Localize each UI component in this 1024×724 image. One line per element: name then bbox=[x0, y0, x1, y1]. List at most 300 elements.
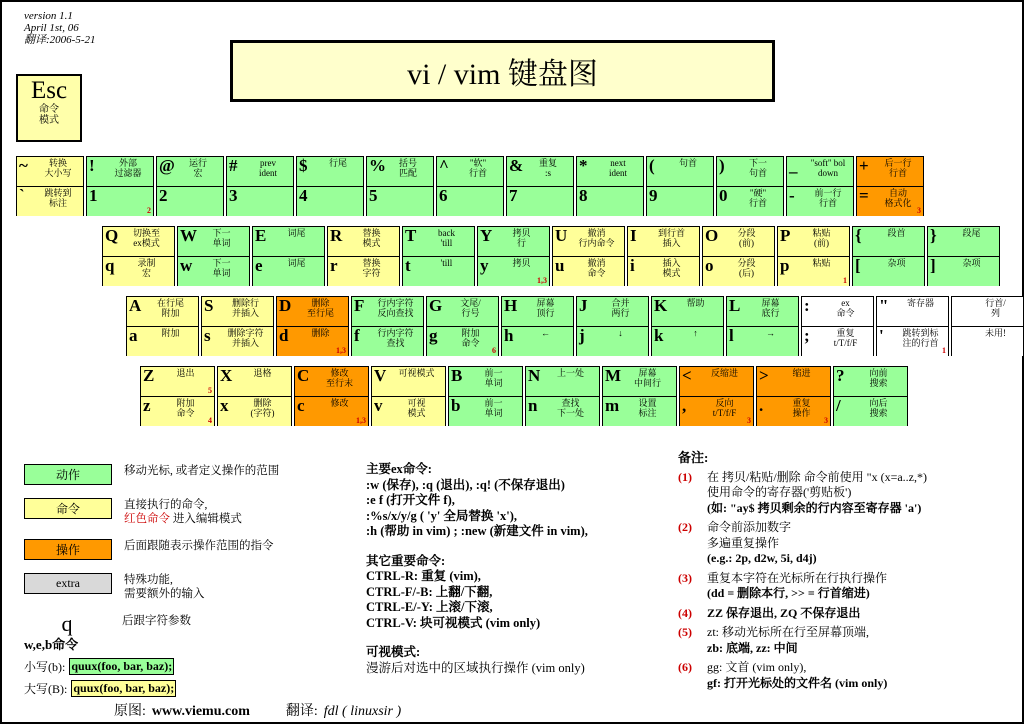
key-a-k[interactable] bbox=[651, 296, 724, 356]
key-number-5[interactable] bbox=[366, 156, 434, 216]
key-desc: 杂项 bbox=[887, 258, 906, 268]
note-line: zt: 移动光标所在行至屏幕顶端, bbox=[707, 625, 869, 639]
notes-heading: 备注: bbox=[678, 450, 709, 465]
key-glyph: 0 bbox=[719, 187, 728, 205]
note-line: gf: 打开光标处的文件名 (vim only) bbox=[707, 675, 888, 690]
key-superscript: 1 bbox=[942, 346, 946, 355]
key-number-7[interactable] bbox=[506, 156, 574, 216]
key-superscript: 1 bbox=[843, 276, 847, 285]
key-half bbox=[297, 187, 363, 216]
key-glyph: U bbox=[555, 227, 568, 245]
ex-lines2 bbox=[366, 569, 666, 631]
legend-row bbox=[24, 539, 354, 560]
key-desc: 附加 bbox=[161, 328, 180, 338]
key-desc: 向后 搜索 bbox=[869, 398, 888, 418]
key-glyph: F bbox=[354, 297, 365, 315]
key-glyph: . bbox=[759, 397, 764, 415]
legend-text: 直接执行的命令, 红色命令 进入编辑模式 bbox=[124, 499, 242, 525]
key-half bbox=[478, 227, 549, 257]
key-a-f[interactable] bbox=[351, 296, 424, 356]
key-number-`[interactable] bbox=[16, 156, 84, 216]
legend-swatch: q bbox=[24, 614, 110, 633]
key-superscript: 3 bbox=[917, 206, 921, 215]
key-q-t[interactable] bbox=[402, 226, 475, 286]
key-half bbox=[328, 227, 399, 257]
key-glyph: , bbox=[682, 397, 687, 415]
legend-text: 特殊功能, 需要额外的输入 bbox=[124, 574, 205, 600]
key-z-m[interactable] bbox=[602, 366, 677, 426]
notes-list bbox=[678, 470, 1018, 692]
key-desc: ← bbox=[541, 328, 550, 338]
key-q-e[interactable] bbox=[252, 226, 325, 286]
key-half bbox=[157, 157, 223, 187]
note-body bbox=[707, 520, 817, 567]
key-desc: 前一行 行首 bbox=[814, 188, 842, 208]
key-number-6[interactable] bbox=[436, 156, 504, 216]
key-z-z[interactable] bbox=[140, 366, 215, 426]
key-half bbox=[647, 187, 713, 216]
key-half bbox=[647, 157, 713, 187]
title-text: vi / vim 键盘图 bbox=[407, 58, 598, 91]
note-number: (4) bbox=[678, 605, 692, 620]
key-half bbox=[787, 157, 853, 187]
key-half bbox=[553, 227, 624, 257]
key-half bbox=[727, 297, 798, 327]
key-half bbox=[928, 257, 999, 286]
key-half bbox=[227, 187, 293, 216]
key-glyph: ) bbox=[719, 157, 725, 175]
key-desc: 屏幕 中间行 bbox=[633, 368, 661, 388]
key-desc: 在行尾 附加 bbox=[156, 298, 184, 318]
key-desc: 拷贝 bbox=[512, 258, 531, 268]
key-q-p[interactable] bbox=[777, 226, 850, 286]
key-desc: 屏幕 顶行 bbox=[536, 298, 555, 318]
ex-line: CTRL-F/-B: 上翻/下翻, bbox=[366, 584, 493, 599]
key-half bbox=[352, 327, 423, 356]
key-desc: 行尾 bbox=[328, 158, 347, 168]
key-superscript: 2 bbox=[147, 206, 151, 215]
key-half bbox=[253, 257, 324, 286]
key-desc: next ident bbox=[609, 158, 627, 178]
key-desc: 转换 大小写 bbox=[44, 158, 72, 178]
ex-line: CTRL-E/-Y: 上滚/下滚, bbox=[366, 600, 493, 614]
note-number: (3) bbox=[678, 570, 692, 585]
key-half bbox=[757, 397, 830, 426]
key-q-][interactable] bbox=[927, 226, 1000, 286]
key-desc: 重复 :s bbox=[538, 158, 557, 178]
key-desc: 替换 模式 bbox=[362, 228, 381, 248]
legend-swatch: 动作 bbox=[24, 464, 112, 485]
note-line: 多遍重复操作 bbox=[707, 535, 780, 550]
legend-row bbox=[24, 498, 354, 526]
key-desc: 插入 模式 bbox=[662, 258, 681, 278]
key-q-r[interactable] bbox=[327, 226, 400, 286]
key-glyph: S bbox=[204, 297, 214, 315]
key-desc: 可视 模式 bbox=[407, 398, 426, 418]
key-half bbox=[352, 297, 423, 327]
key-glyph: # bbox=[229, 157, 238, 175]
key-glyph: s bbox=[204, 327, 211, 345]
key-glyph: ; bbox=[804, 327, 810, 345]
note-line: 在 拷贝/粘贴/删除 命令前使用 "x (x=a..z,*) bbox=[707, 469, 927, 484]
key-desc: 拷贝 行 bbox=[512, 228, 531, 248]
key-desc: 后一行 行首 bbox=[884, 158, 912, 178]
key-half bbox=[218, 397, 291, 426]
key-half bbox=[297, 157, 363, 187]
key-glyph: 2 bbox=[159, 187, 168, 205]
key-glyph: e bbox=[255, 257, 263, 275]
key-a-11[interactable] bbox=[951, 296, 1024, 356]
key-glyph: c bbox=[297, 397, 305, 415]
key-glyph: [ bbox=[855, 257, 861, 275]
version-line: version 1.1 bbox=[24, 10, 73, 22]
key-half bbox=[507, 187, 573, 216]
key-glyph: y bbox=[480, 257, 489, 275]
key-z-b[interactable] bbox=[448, 366, 523, 426]
key-half bbox=[577, 187, 643, 216]
note-number: (1) bbox=[678, 469, 692, 484]
key-desc: 删除字符 并插入 bbox=[227, 328, 264, 348]
key-number-4[interactable] bbox=[296, 156, 364, 216]
key-half bbox=[853, 227, 924, 257]
key-q-i[interactable] bbox=[627, 226, 700, 286]
ex-heading3: 可视模式: bbox=[366, 645, 421, 659]
web-line-lower-label: 小写(b): bbox=[24, 660, 66, 674]
key-q-o[interactable] bbox=[702, 226, 775, 286]
key-glyph: 4 bbox=[299, 187, 308, 205]
ex-commands bbox=[366, 462, 666, 676]
key-desc: 跳转到 标注 bbox=[44, 188, 72, 208]
key-half bbox=[427, 327, 498, 356]
key-half bbox=[857, 187, 923, 216]
key-half bbox=[603, 397, 676, 426]
key-number--[interactable] bbox=[786, 156, 854, 216]
key-superscript: 5 bbox=[208, 386, 212, 395]
key-half bbox=[178, 257, 249, 286]
key-glyph: Z bbox=[143, 367, 155, 385]
note-line: (dd = 删除本行, >> = 行首缩进) bbox=[707, 586, 870, 600]
key-half bbox=[328, 257, 399, 286]
key-glyph: ! bbox=[89, 157, 95, 175]
key-number-0[interactable] bbox=[716, 156, 784, 216]
key-desc: 行内字符 反向查找 bbox=[377, 298, 414, 318]
translated-line: 翻译:2006-5-21 bbox=[24, 34, 96, 46]
key-half bbox=[577, 297, 648, 327]
key-q-[[interactable] bbox=[852, 226, 925, 286]
key-half bbox=[577, 327, 648, 356]
key-glyph: q bbox=[105, 257, 115, 275]
key-z-n[interactable] bbox=[525, 366, 600, 426]
key-desc: 行首/ 列 bbox=[985, 298, 1006, 318]
note-item bbox=[678, 571, 1018, 602]
key-desc: 查找 下一处 bbox=[556, 398, 584, 418]
legend-row bbox=[24, 464, 354, 485]
key-desc: 段首 bbox=[887, 228, 906, 238]
key-desc: 下一 单词 bbox=[212, 258, 231, 278]
key-desc: 下一 单词 bbox=[212, 228, 231, 248]
key-half bbox=[757, 367, 830, 397]
key-half bbox=[449, 397, 522, 426]
key-desc: 段尾 bbox=[962, 228, 981, 238]
key-half bbox=[87, 187, 153, 216]
key-z-,[interactable] bbox=[679, 366, 754, 426]
key-glyph: 7 bbox=[509, 187, 518, 205]
key-half bbox=[218, 367, 291, 397]
key-number-=[interactable] bbox=[856, 156, 924, 216]
note-body bbox=[707, 625, 869, 656]
key-desc: ↑ bbox=[693, 328, 698, 338]
key-a-;[interactable] bbox=[801, 296, 874, 356]
key-glyph: b bbox=[451, 397, 461, 415]
key-half bbox=[178, 227, 249, 257]
key-half bbox=[778, 257, 849, 286]
key-glyph: = bbox=[859, 187, 869, 205]
key-desc: 自动 格式化 bbox=[884, 188, 912, 208]
key-glyph: 5 bbox=[369, 187, 378, 205]
note-line: gg: 文首 (vim only), bbox=[707, 660, 807, 674]
key-desc: 括号 匹配 bbox=[398, 158, 417, 178]
note-item bbox=[678, 520, 1018, 567]
date-line: April 1st, 06 bbox=[24, 22, 79, 34]
key-half bbox=[295, 397, 368, 426]
legend-row bbox=[24, 610, 354, 636]
key-half bbox=[834, 367, 907, 397]
key-desc: 向前 搜索 bbox=[869, 368, 888, 388]
key-glyph: R bbox=[330, 227, 343, 245]
key-z-v[interactable] bbox=[371, 366, 446, 426]
web-line-lower bbox=[24, 658, 354, 675]
key-half bbox=[628, 227, 699, 257]
key-desc: ↓ bbox=[618, 328, 623, 338]
key-glyph: f bbox=[354, 327, 360, 345]
legend bbox=[24, 464, 354, 646]
key-desc: 反缩进 bbox=[710, 368, 738, 378]
key-half bbox=[577, 157, 643, 187]
key-z-.[interactable] bbox=[756, 366, 831, 426]
key-glyph: ( bbox=[649, 157, 655, 175]
key-half bbox=[727, 327, 798, 356]
key-desc: 寄存器 bbox=[906, 298, 934, 308]
key-glyph: : bbox=[804, 297, 810, 315]
key-glyph: u bbox=[555, 257, 565, 275]
key-glyph: a bbox=[129, 327, 138, 345]
key-a-a[interactable] bbox=[126, 296, 199, 356]
key-a-h[interactable] bbox=[501, 296, 574, 356]
key-desc: 附加 命令 bbox=[176, 398, 195, 418]
key-a-l[interactable] bbox=[726, 296, 799, 356]
key-half bbox=[834, 397, 907, 426]
key-a-d[interactable] bbox=[276, 296, 349, 356]
footer-site[interactable]: www.viemu.com bbox=[151, 704, 250, 719]
key-half bbox=[502, 297, 573, 327]
key-half bbox=[227, 157, 293, 187]
key-glyph: z bbox=[143, 397, 151, 415]
key-glyph: ' bbox=[879, 327, 884, 345]
key-q-w[interactable] bbox=[177, 226, 250, 286]
esc-desc2: 模式 bbox=[39, 115, 59, 126]
key-desc: 退出 bbox=[176, 368, 195, 378]
key-desc: 跳转到标 注的行首 bbox=[902, 328, 939, 348]
key-superscript: 1,3 bbox=[537, 276, 547, 285]
key-desc: → bbox=[766, 328, 775, 338]
key-desc: 录制 宏 bbox=[137, 258, 156, 278]
key-z-c[interactable] bbox=[294, 366, 369, 426]
key-half bbox=[141, 367, 214, 397]
key-half bbox=[372, 397, 445, 426]
key-glyph: p bbox=[780, 257, 790, 275]
note-line: ZZ 保存退出, ZQ 不保存退出 bbox=[707, 605, 861, 620]
note-line: (如: "ay$ 拷贝剩余的行内容至寄存器 'a') bbox=[707, 500, 922, 515]
key-desc: 替换 字符 bbox=[362, 258, 381, 278]
key-half bbox=[703, 257, 774, 286]
key-half bbox=[17, 187, 83, 216]
key-z-x[interactable] bbox=[217, 366, 292, 426]
key-half bbox=[103, 227, 174, 257]
key-half bbox=[680, 367, 753, 397]
key-glyph: B bbox=[451, 367, 463, 385]
key-desc: 重复 t/T/f/F bbox=[833, 328, 858, 348]
key-superscript: 1,3 bbox=[356, 416, 366, 425]
key-desc: 到行首 插入 bbox=[657, 228, 685, 248]
key-half bbox=[652, 327, 723, 356]
key-desc: 帮助 bbox=[686, 298, 705, 308]
key-number-2[interactable] bbox=[156, 156, 224, 216]
ex-line: :%s/x/y/g ( 'y' 全局替换 'x'), bbox=[366, 508, 518, 523]
key-glyph: Y bbox=[480, 227, 493, 245]
key-glyph: 1 bbox=[89, 187, 98, 205]
key-glyph: & bbox=[509, 157, 524, 175]
web-line-upper bbox=[24, 680, 354, 697]
key-half bbox=[952, 327, 1023, 356]
web-line-upper-label: 大写(B): bbox=[24, 682, 68, 696]
key-glyph: T bbox=[405, 227, 417, 245]
key-glyph: g bbox=[429, 327, 438, 345]
key-desc: 附加 命令 bbox=[461, 328, 480, 348]
note-body bbox=[707, 571, 887, 602]
key-number-1[interactable] bbox=[86, 156, 154, 216]
key-desc: 运行 宏 bbox=[188, 158, 207, 178]
legend-text-red: 红色命令 bbox=[124, 513, 170, 525]
key-half bbox=[877, 327, 948, 356]
key-desc: 修改 bbox=[330, 398, 349, 408]
key-desc: 合并 两行 bbox=[611, 298, 630, 318]
key-number-9[interactable] bbox=[646, 156, 714, 216]
key-half bbox=[437, 187, 503, 216]
key-z-/[interactable] bbox=[833, 366, 908, 426]
key-desc: 词尾 bbox=[287, 228, 306, 238]
key-desc: 删除 至行尾 bbox=[306, 298, 334, 318]
key-desc: 前一 单词 bbox=[484, 368, 503, 388]
footer bbox=[114, 700, 401, 720]
key-desc: 切换至 ex模式 bbox=[132, 228, 160, 248]
ex-line: 漫游后对选中的区域执行操作 (vim only) bbox=[366, 660, 585, 675]
key-desc: 退格 bbox=[253, 368, 272, 378]
key-a-s[interactable] bbox=[201, 296, 274, 356]
key-glyph: * bbox=[579, 157, 588, 175]
key-superscript: 6 bbox=[492, 346, 496, 355]
key-half bbox=[427, 297, 498, 327]
key-number-3[interactable] bbox=[226, 156, 294, 216]
key-glyph: j bbox=[579, 327, 585, 345]
key-glyph: > bbox=[759, 367, 769, 385]
key-half bbox=[127, 327, 198, 356]
esc-key bbox=[16, 74, 82, 142]
key-desc: 重复 操作 bbox=[792, 398, 811, 418]
key-number-8[interactable] bbox=[576, 156, 644, 216]
key-half bbox=[703, 227, 774, 257]
key-half bbox=[367, 187, 433, 216]
key-glyph: t bbox=[405, 257, 411, 275]
legend-swatch: 操作 bbox=[24, 539, 112, 560]
ex-lines3 bbox=[366, 661, 666, 677]
key-glyph: % bbox=[369, 157, 386, 175]
key-glyph: A bbox=[129, 297, 142, 315]
key-q-q[interactable] bbox=[102, 226, 175, 286]
footer-label: 原图: bbox=[114, 704, 146, 719]
key-desc: "软" 行首 bbox=[468, 158, 487, 178]
key-glyph: J bbox=[579, 297, 588, 315]
legend-swatch: 命令 bbox=[24, 498, 112, 519]
key-glyph: C bbox=[297, 367, 310, 385]
version-info bbox=[24, 10, 96, 46]
ex-line: CTRL-R: 重复 (vim), bbox=[366, 569, 481, 583]
legend-text: 后跟字符参数 bbox=[122, 615, 191, 627]
key-glyph: ? bbox=[836, 367, 845, 385]
key-glyph: ^ bbox=[439, 157, 449, 175]
key-half bbox=[141, 397, 214, 426]
key-half bbox=[857, 157, 923, 187]
key-glyph: ~ bbox=[19, 157, 28, 175]
key-half bbox=[157, 187, 223, 216]
key-desc: 删除行 并插入 bbox=[231, 298, 259, 318]
key-half bbox=[17, 157, 83, 187]
key-desc: 前一 单词 bbox=[484, 398, 503, 418]
key-glyph: _ bbox=[789, 157, 798, 175]
key-glyph: " bbox=[879, 297, 889, 315]
key-glyph: < bbox=[682, 367, 692, 385]
key-half bbox=[127, 297, 198, 327]
key-glyph: G bbox=[429, 297, 443, 315]
key-glyph: L bbox=[729, 297, 741, 315]
key-half bbox=[277, 327, 348, 356]
key-a-'[interactable] bbox=[876, 296, 949, 356]
key-desc: 删除 bbox=[311, 328, 330, 338]
ex-heading: 主要ex命令: bbox=[366, 462, 432, 476]
web-section bbox=[24, 634, 354, 697]
key-a-g[interactable] bbox=[426, 296, 499, 356]
key-q-y[interactable] bbox=[477, 226, 550, 286]
key-glyph: - bbox=[789, 187, 795, 205]
key-desc: 外部 过滤器 bbox=[114, 158, 142, 178]
key-half bbox=[87, 157, 153, 187]
key-desc: 反向 t/T/f/F bbox=[712, 398, 737, 418]
key-glyph: I bbox=[630, 227, 637, 245]
key-desc: 行内字符 查找 bbox=[377, 328, 414, 348]
key-desc: 撤消 命令 bbox=[587, 258, 606, 278]
key-half bbox=[507, 157, 573, 187]
key-half bbox=[478, 257, 549, 286]
key-desc: ex 命令 bbox=[836, 298, 855, 318]
key-a-j[interactable] bbox=[576, 296, 649, 356]
key-q-u[interactable] bbox=[552, 226, 625, 286]
key-superscript: 3 bbox=[747, 416, 751, 425]
key-glyph: k bbox=[654, 327, 664, 345]
note-line: 重复本字符在光标所在行执行操作 bbox=[707, 570, 888, 585]
note-body bbox=[707, 660, 887, 691]
key-half bbox=[295, 367, 368, 397]
key-half bbox=[853, 257, 924, 286]
note-item bbox=[678, 625, 1018, 656]
